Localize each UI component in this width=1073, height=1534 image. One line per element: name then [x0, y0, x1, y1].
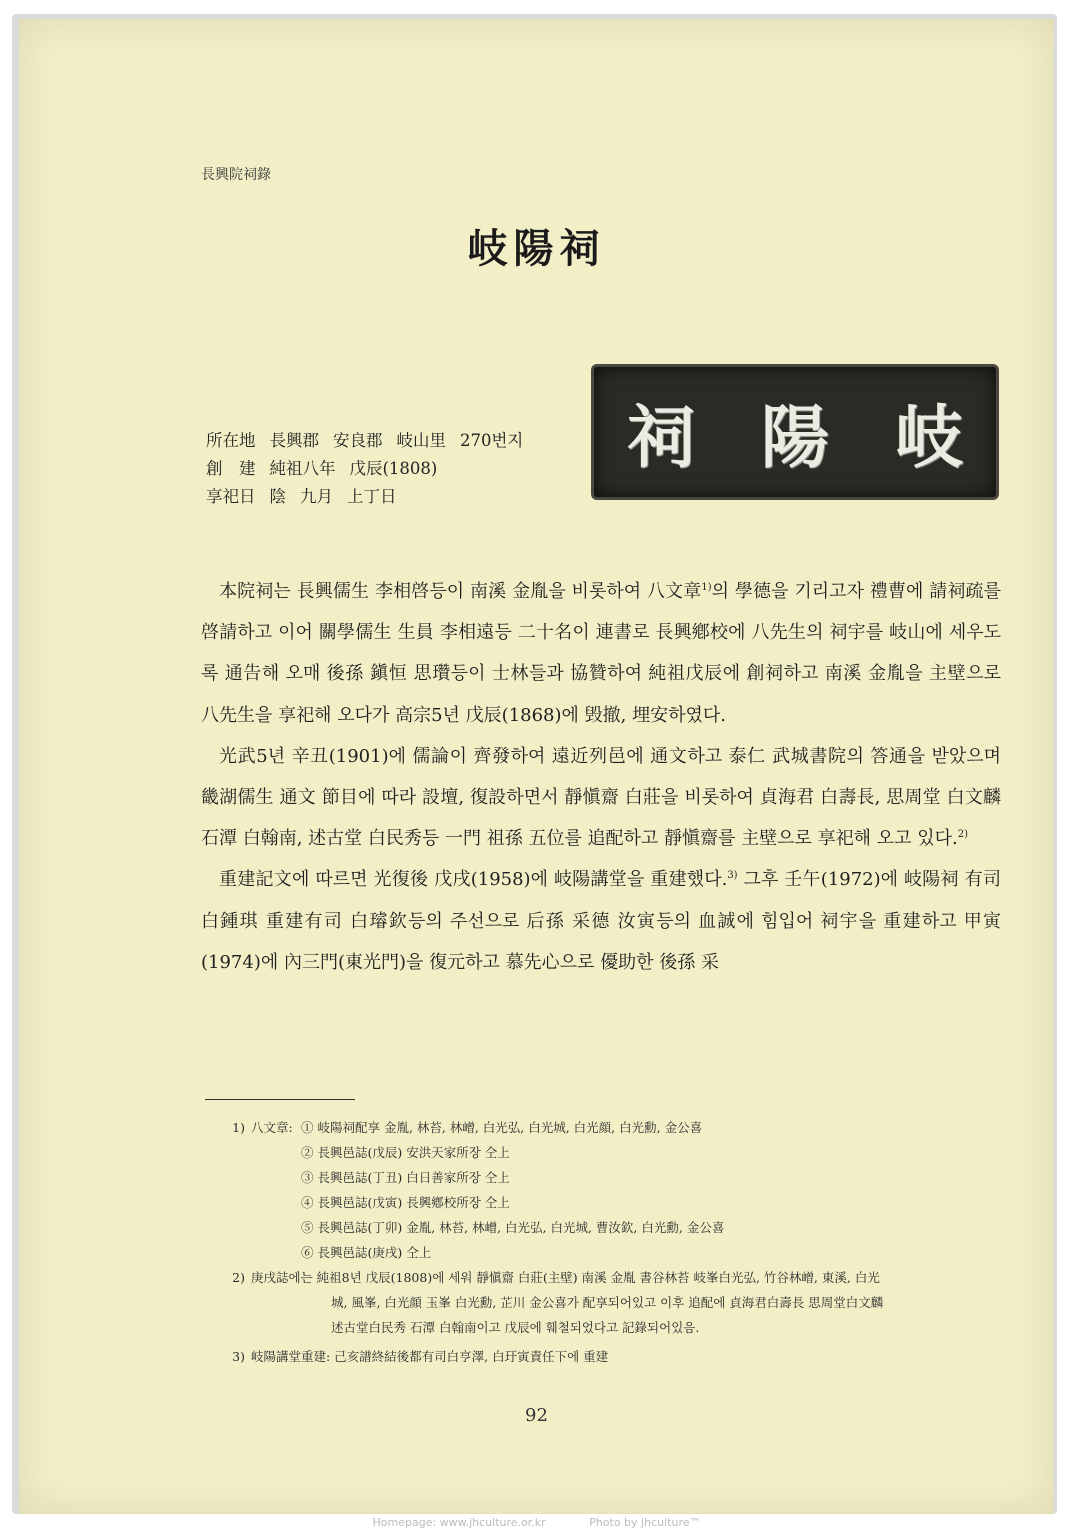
footnote-line: ⑤ 長興邑誌(丁卯) 金胤, 林苔, 林嶒, 白光弘, 白光城, 曹汝欽, 白光勳, 金公喜: [301, 1220, 725, 1235]
footnote-ref: 1): [701, 582, 712, 593]
paragraph-text: 本院祠는 長興儒生 李相啓등이 南溪 金胤을 비롯하여 八文章: [219, 581, 702, 602]
footnote-line: 城, 風峯, 白光顔 玉峯 白光勳, 芷川 金公喜가 配享되어있고 이후 追配에 貞海君白壽長 思周堂白文麟: [331, 1295, 884, 1310]
paragraph-text: 重建記文에 따르면 光復後 戊戌(1958)에 岐陽講堂을 重建했다.: [219, 869, 728, 891]
info-value: 長興郡: [269, 431, 319, 450]
info-value: 九月: [300, 487, 333, 506]
footnotes: [205, 1115, 1005, 1369]
footnote-1-line: [205, 1140, 1005, 1165]
body-text: [201, 571, 1001, 983]
footnote-line: 述古堂白民秀 石潭 白翰南이고 戊辰에 훼철되었다고 記錄되어있음.: [331, 1320, 700, 1335]
footnote-line: ⑥ 長興邑誌(庚戌) 仝上: [301, 1245, 432, 1260]
signboard-photo: [594, 367, 996, 497]
footnote-number: 3): [232, 1349, 245, 1364]
info-value: 陰: [269, 487, 286, 506]
footnote-1-line: [205, 1165, 1005, 1190]
footnote-1-line: [205, 1215, 1005, 1240]
footnote-line: 庚戌誌에는 純祖8년 戊辰(1808)에 세워 靜愼齋 白莊(主壁) 南溪 金胤 書谷林苔 岐峯白光弘, 竹谷林嶒, 東溪, 白光: [251, 1270, 880, 1285]
footnote-1: [205, 1115, 1005, 1140]
footnote-number: 1): [232, 1120, 245, 1135]
watermark: [0, 1516, 1073, 1529]
footnote-line: ② 長興邑誌(戊辰) 安洪天家所장 仝上: [301, 1145, 510, 1160]
footnote-number: 2): [232, 1270, 245, 1285]
info-value: 270번지: [460, 431, 524, 450]
footnote-label: 八文章:: [251, 1120, 293, 1135]
paragraph-3: [201, 859, 1001, 983]
info-row-ritual-day: [206, 483, 537, 511]
book-page: [19, 19, 1054, 1514]
page-title: 岐陽祠: [467, 225, 606, 272]
info-block: [206, 427, 537, 511]
footnote-3: [205, 1344, 1005, 1369]
info-value: 安良郡: [333, 431, 383, 450]
info-label: 所在地: [206, 431, 256, 450]
footnote-line: ③ 長興邑誌(丁丑) 白日善家所장 仝上: [301, 1170, 510, 1185]
paragraph-text: 光武5년 辛丑(1901)에 儒論이 齊發하여 遠近列邑에 通文하고 泰仁 武城書院의 答通을 받았으며 畿湖儒生 通文 節目에 따라 設壇, 復設하면서 靜愼齋 白莊을 비롯하여 貞海君 白壽長, 思周堂 白文麟 石潭 白翰南, 述古堂 白民秀등 一門 祖孫 五位를 追配하고 靜愼齋를 主壁으로 享祀해 오고 있다.: [201, 745, 1001, 850]
plaque-char-1: 祠: [626, 397, 695, 478]
info-value: 岐山里: [396, 431, 446, 450]
paragraph-2: [201, 736, 1001, 860]
info-row-location: [206, 427, 537, 455]
info-label: 享祀日: [206, 487, 256, 506]
footnote-2: [205, 1265, 1005, 1340]
running-head: 長興院祠錄: [201, 167, 271, 183]
paragraph-text: 그후 壬午(1972)에 岐陽祠 有司 白鍾琪 重建有司 白璿欽등의 주선으로 后孫 采德 汝寅등의 血誠에 힘입어 祠宇을 重建하고 甲寅(1974)에 內三門(東光門)을 復元하고 慕先心으로 優助한 後孫 采: [201, 869, 1001, 973]
info-label: 創 建: [206, 459, 256, 478]
info-value: 戊辰(1808): [349, 459, 438, 478]
footnote-line: ④ 長興邑誌(戊寅) 長興鄕校所장 仝上: [301, 1195, 510, 1210]
info-value: 上丁日: [347, 487, 397, 506]
footnote-line: 岐陽講堂重建: 己亥譜終結後都有司白亨澤, 白玗寅責任下에 重建: [251, 1349, 609, 1364]
footnote-divider: [205, 1099, 355, 1100]
footnote-ref: 3): [727, 870, 738, 882]
footnote-line: ① 岐陽祠配享 金胤, 林苔, 林嶒, 白光弘, 白光城, 白光顔, 白光勳, 金公喜: [301, 1120, 703, 1135]
footnote-1-line: [205, 1240, 1005, 1265]
footnote-1-line: [205, 1190, 1005, 1215]
info-value: 純祖八年: [269, 459, 336, 478]
plaque-char-2: 陽: [760, 397, 829, 478]
footnote-2-lines: [251, 1265, 1005, 1340]
homepage-credit: Homepage: www.jhculture.or.kr: [372, 1516, 546, 1529]
info-row-founded: [206, 455, 537, 483]
footnote-ref: 2): [957, 829, 969, 841]
plaque-char-3: 岐: [894, 397, 963, 478]
paragraph-text: 의 學德을 기리고자 禮曹에 請祠疏를 啓請하고 이어 關學儒生 生員 李相遠등 二十名이 連書로 長興鄕校에 八先生의 祠宇를 岐山에 세우도록 通告해 오매 後孫 鎭恒 思瓚등이 士林들과 協贊하여 純祖戊辰에 創祠하고 南溪 金胤을 主壁으로 八先生을 享祀해 오다가 高宗5년 戊辰(1868)에 毁撤, 埋安하였다.: [201, 581, 1001, 726]
photo-credit: Photo by jhculture™: [589, 1516, 701, 1529]
page-number: 92: [525, 1405, 548, 1426]
paragraph-1: [201, 571, 1001, 736]
